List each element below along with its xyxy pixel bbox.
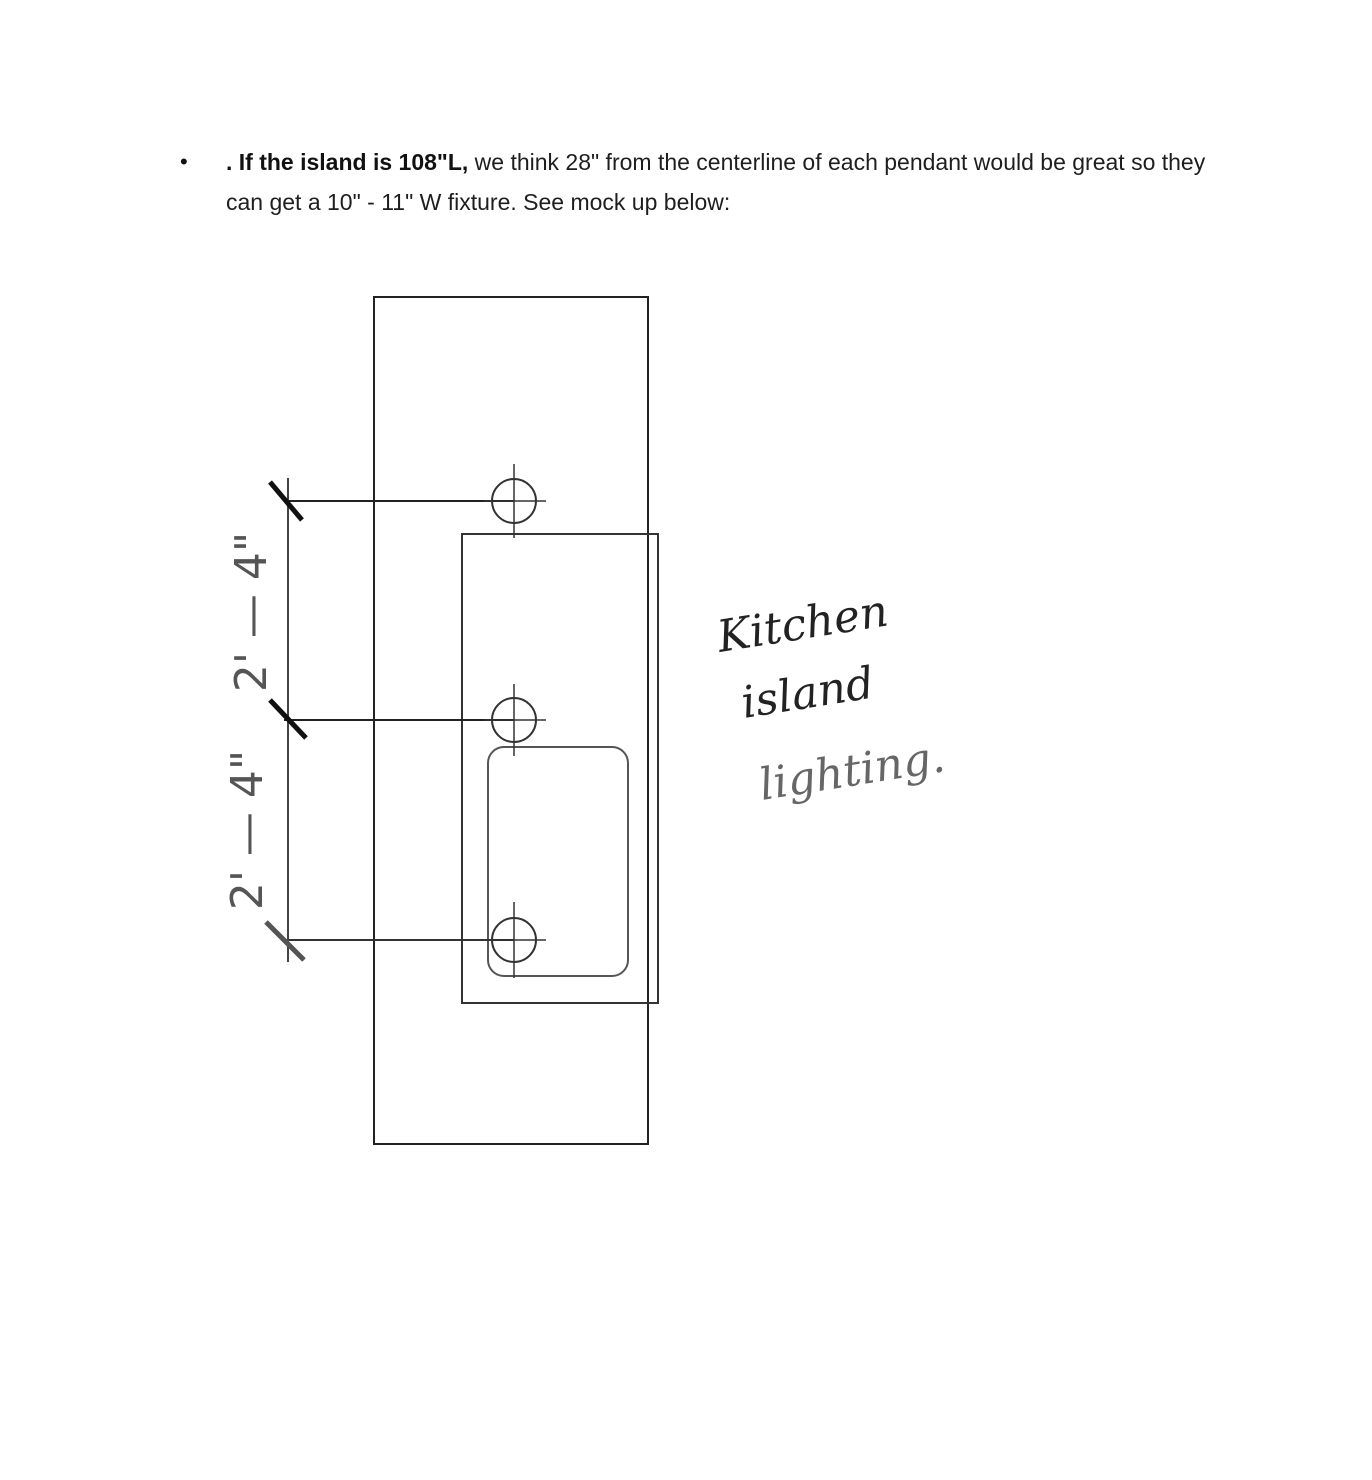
dimension-label-upper: 2' — 4" — [226, 531, 277, 693]
pendant-top — [484, 464, 546, 538]
pendant-bottom — [484, 902, 546, 978]
handwritten-note-line2: island — [737, 657, 878, 729]
sink-outline — [488, 747, 628, 976]
pendant-middle — [484, 684, 546, 756]
bold-lead: . If the island is 108"L, — [226, 149, 469, 175]
bullet-dot: • — [180, 149, 188, 174]
handwritten-note-line1: Kitchen — [713, 585, 892, 663]
dimension-label-lower: 2' — 4" — [222, 749, 273, 911]
handwritten-note-line3: lighting. — [755, 731, 949, 811]
paragraph-body: we think 28" from the centerline of each pendant would be great so they can get a 10" - 11" W fixture. See mock up below: — [226, 149, 1206, 215]
